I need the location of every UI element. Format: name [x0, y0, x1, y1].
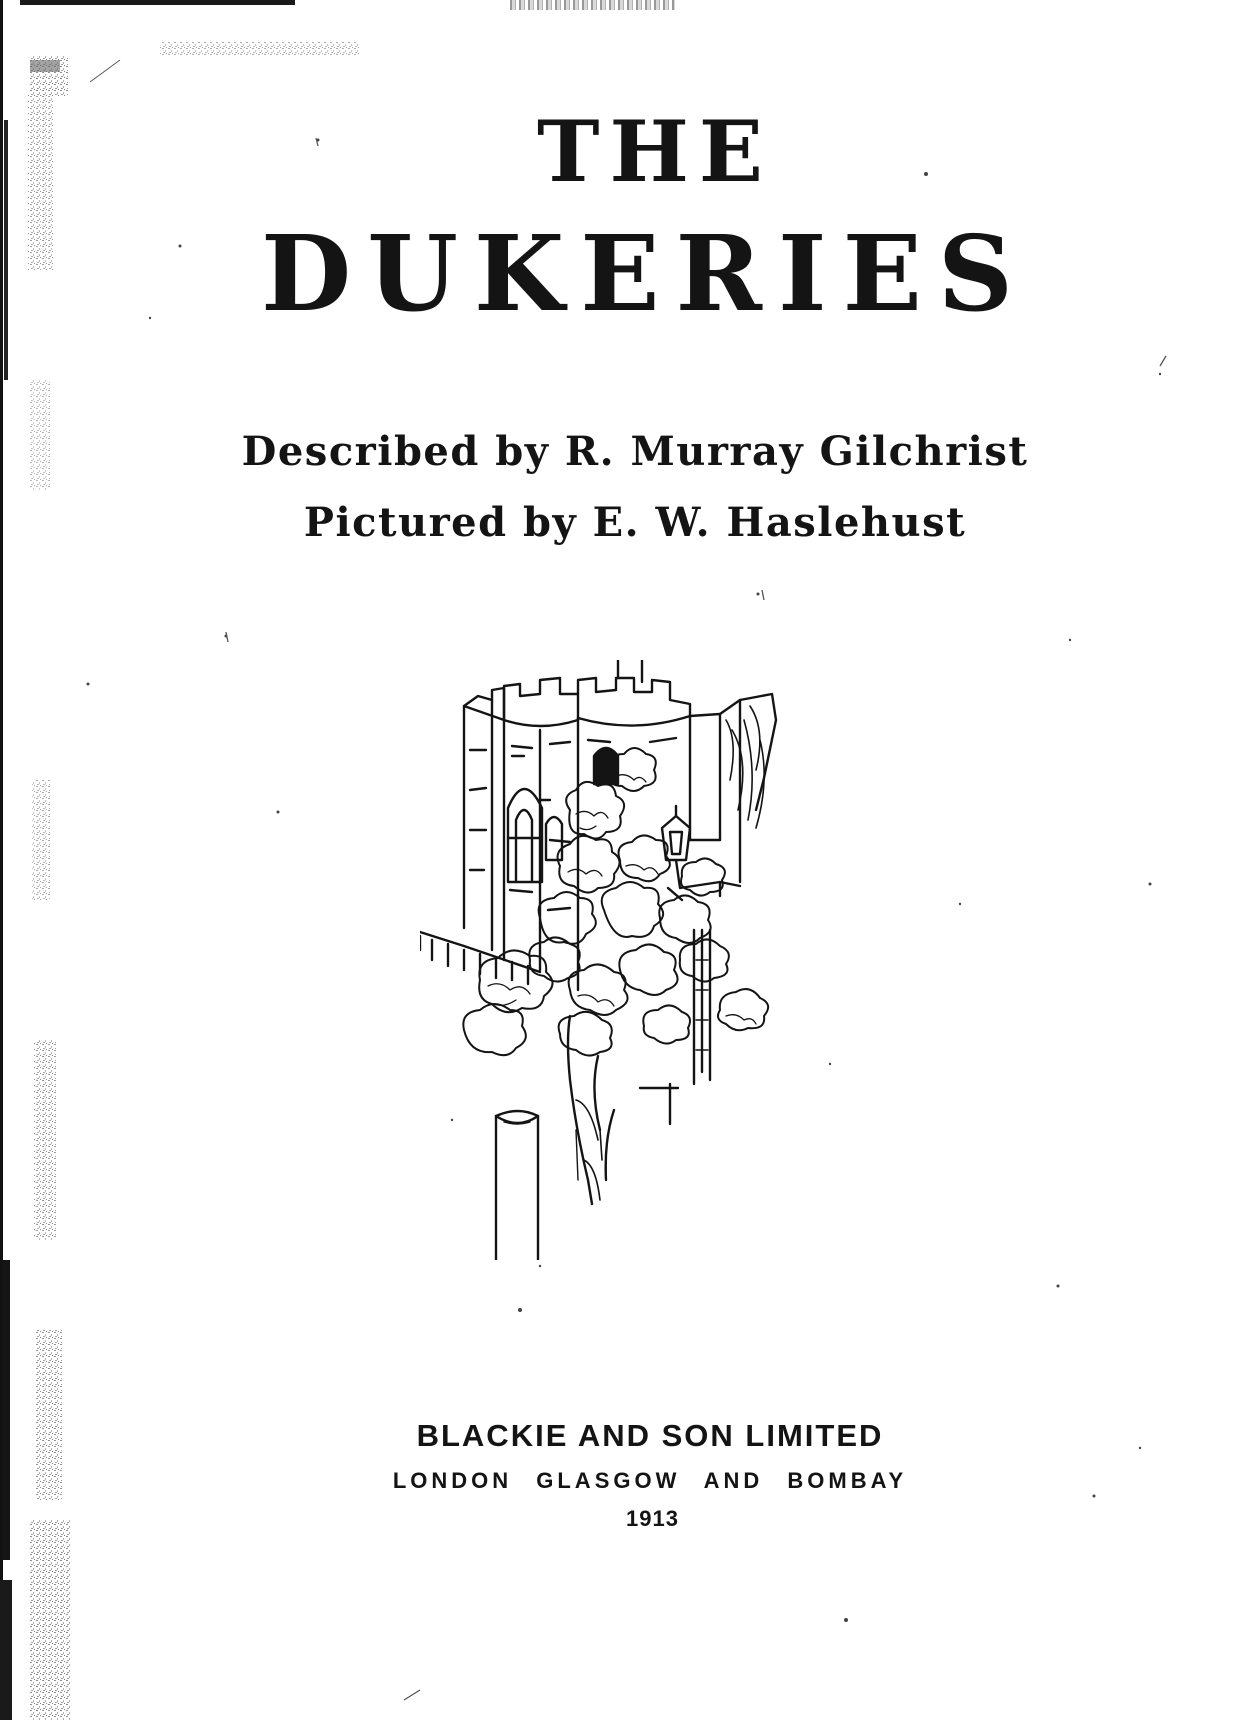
publication-year: 1913 [626, 1506, 679, 1531]
publisher-name: BLACKIE AND SON LIMITED [416, 1418, 884, 1453]
credit-author: Described by R. Murray Gilchrist [241, 428, 1029, 475]
publisher-places: LONDON GLASGOW AND BOMBAY [392, 1468, 908, 1493]
title-line-dukeries: DUKERIES [261, 212, 1029, 335]
title-line-the: THE [537, 102, 773, 201]
credit-illustrator: Pictured by E. W. Haslehust [303, 499, 967, 546]
